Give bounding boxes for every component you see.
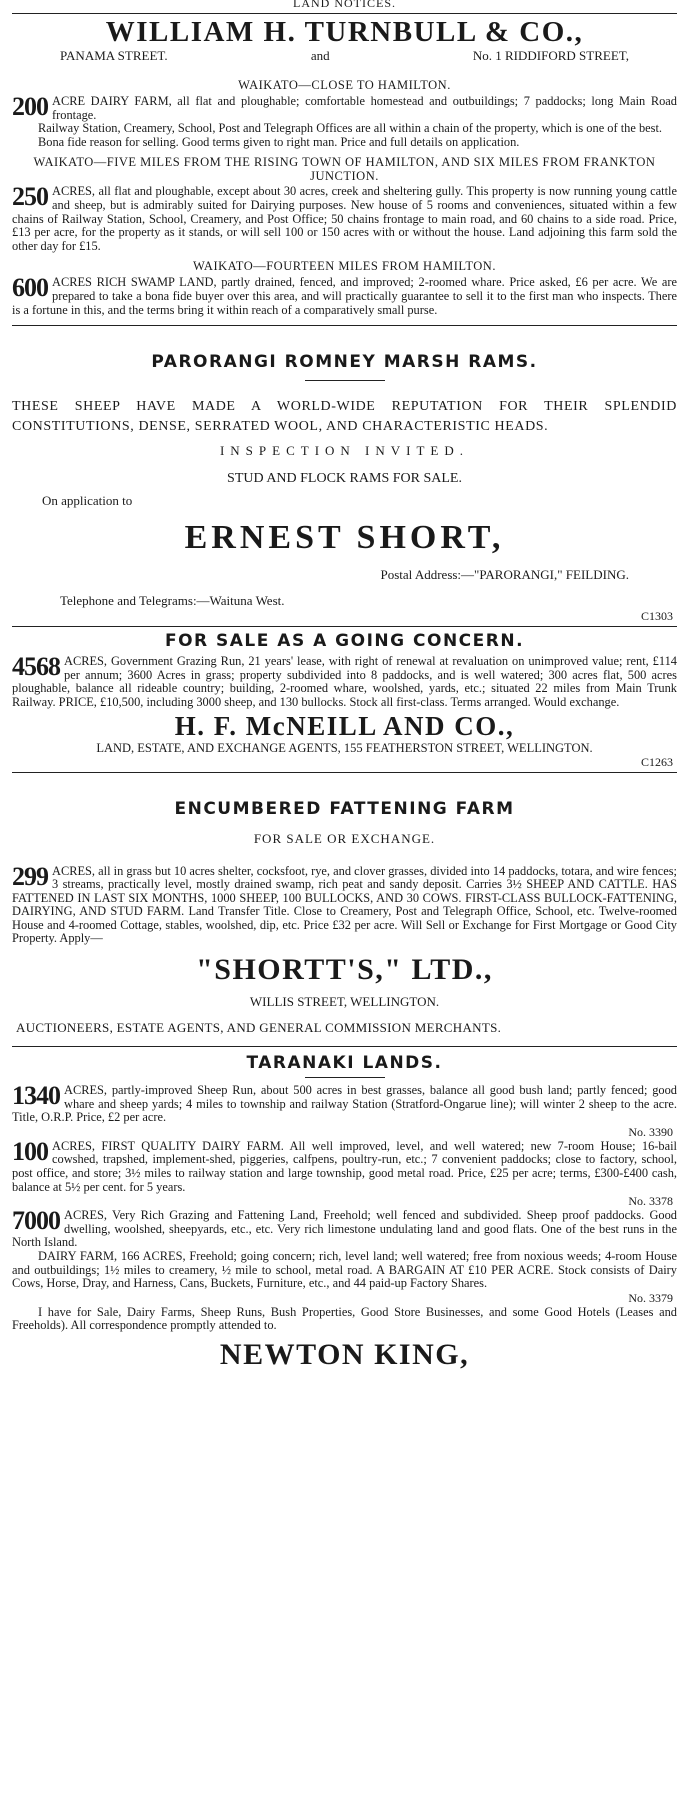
divider [12, 13, 677, 14]
telephone: Telephone and Telegrams:—Waituna West. [60, 593, 285, 609]
divider [12, 1046, 677, 1047]
acreage: 1340 [12, 1081, 60, 1111]
acreage: 200 [12, 92, 48, 121]
listing-text: ACRES, Government Grazing Run, 21 years' lease, with right of renewal at revaluation on unimproved value; rent, £114 per annum; 3600 Acres in grass; property subdivided into 8 paddocks, and is well watered; 300 acres flat, 500 acres ploughable, balance all rideable country; building, 2-roomed whare, woolshed, yards, etc.; situated 22 miles from Main Trunk Railway. PRICE, £10,500, including 3000 sheep, and 130 bullocks. Stock all first-class. Terms arranged. Would exchange. [12, 654, 677, 709]
turnbull-advert [0, 16, 689, 317]
trade-description: AUCTIONEERS, ESTATE AGENTS, AND GENERAL COMMISSION MERCHANTS. [16, 1020, 502, 1036]
listing [0, 1081, 689, 1125]
listing-number: No. 3379 [628, 1290, 673, 1305]
listing-text: DAIRY FARM, 166 ACRES, Freehold; going concern; rich, level land; well watered; free from noxious weeds; 4-room House and outbuildings; 1½ miles to creamery, ½ mile to school, metal road. A BARGAIN AT £10 PER ACRE. Stock consists of Dairy Cows, Horse, Dray, and Harness, Cans, Buckets, Furniture, etc., and 44 paid-up Factory Shares. [12, 1249, 677, 1291]
sale-type: FOR SALE OR EXCHANGE. [253, 830, 436, 846]
ad-code: C1263 [640, 754, 673, 769]
intro: THESE SHEEP HAVE MADE A WORLD-WIDE REPUTATION FOR THEIR SPLENDID CONSTITUTIONS, DENSE, SERRATED WOOL, AND CHARACTERISTIC HEADS. [12, 399, 677, 435]
section-title: FOR SALE AS A GOING CONCERN. [164, 631, 525, 652]
listing [0, 92, 689, 122]
parorangi-advert [0, 352, 689, 624]
firm-street: WILLIS STREET, WELLINGTON. [249, 994, 440, 1010]
section-title: TARANAKI LANDS. [246, 1053, 443, 1074]
section-title: ENCUMBERED FATTENING FARM [174, 798, 515, 819]
listing-text: ACRES, all in grass but 10 acres shelter, cocksfoot, rye, and clover grasses, divided into 14 paddocks, totara, and wire fences; 3 streams, practically level, mostly drained swamp, rich peat and sandy deposit. Carries 3½ SHEEP AND CATTLE. HAS FATTENED IN LAST SIX MONTHS, 1000 SHEEP, 100 BULLOCKS, AND 30 COWS. FIRST-CLASS BULLOCK-FATTENING, DAIRYING, AND STUD FARM. Land Transfer Title. Close to Creamery, Post and Telegraph Office, School, etc. Twelve-roomed House and 4-roomed Cottage, stables, woolshed, dip, etc. Price £32 per acre. Will Sell or Exchange for First Mortgage or Good City Property. Apply— [12, 863, 677, 946]
listing-text: ACRES, FIRST QUALITY DAIRY FARM. All well improved, level, and well watered; new 7-room House; 16-bail cowshed, trapshed, implement-shed, piggeries, calfpens, poultry-run, etc.; 7 convenient paddocks; close to factory, school, post office, and store; 3½ miles to railway station and large township, good metal road. Price, £25 per acre; terms, £300-£400 cash, balance at 5½ per cent. for 5 years. [12, 1138, 677, 1194]
acreage: 4568 [12, 652, 60, 682]
going-concern-advert [0, 631, 689, 769]
listing [0, 1206, 689, 1250]
listing-text: Railway Station, Creamery, School, Post and Telegraph Offices are all within a chain of the property, which is one of the best. [38, 121, 663, 136]
acreage: 250 [12, 182, 48, 212]
divider [12, 626, 677, 627]
listing-number: No. 3390 [628, 1124, 673, 1139]
divider [12, 772, 677, 773]
heading: WAIKATO—FIVE MILES FROM THE RISING TOWN OF HAMILTON, AND SIX MILES FROM FRANKTON JUNCTION. [33, 155, 656, 184]
listing [0, 273, 689, 317]
inspection: INSPECTION INVITED. [219, 443, 470, 459]
acreage: 100 [12, 1136, 48, 1166]
taranaki-advert [0, 1053, 689, 1371]
listing-text: Bona fide reason for selling. Good terms given to right man. Price and full details on application. [38, 134, 520, 149]
closing-note: I have for Sale, Dairy Farms, Sheep Runs, Bush Properties, Good Store Businesses, and some Good Hotels (Leases and Freeholds). All correspondence promptly attended to. [12, 1304, 677, 1333]
heading: WAIKATO—CLOSE TO HAMILTON. [238, 78, 451, 92]
firm-name: "SHORTT'S," LTD., [196, 953, 493, 987]
firm-name: H. F. McNEILL AND CO., [174, 710, 515, 741]
address-left: PANAMA STREET. [60, 48, 168, 63]
listing-text: ACRES RICH SWAMP LAND, partly drained, fenced, and improved; 2-roomed whare. Price asked, £6 per acre. We are prepared to take a bona fide buyer over this area, and will practically guarantee to sell it to the first man who inspects. There is a fortune in this, and the terms bring it within reach of a comparatively small purse. [12, 275, 677, 317]
apply: On application to [42, 493, 133, 509]
agents: LAND, ESTATE, AND EXCHANGE AGENTS, 155 FEATHERSTON STREET, WELLINGTON. [96, 740, 593, 755]
address-right: No. 1 RIDDIFORD STREET, [472, 48, 629, 63]
address-and: and [310, 48, 330, 63]
acreage: 7000 [12, 1206, 60, 1236]
listing [0, 182, 689, 253]
listing-text: ACRE DAIRY FARM, all flat and ploughable; comfortable homestead and outbuildings; 7 paddocks; long Main Road frontage. [52, 94, 677, 122]
divider [305, 380, 385, 381]
listing [0, 861, 689, 947]
listing [0, 652, 689, 709]
ad-code: C1303 [640, 609, 673, 624]
firm-name: NEWTON KING, [219, 1337, 470, 1371]
listing [0, 1136, 689, 1194]
page-header: LAND NOTICES. [293, 0, 396, 10]
firm-name: WILLIAM H. TURNBULL & CO., [105, 16, 584, 48]
section-title: PARORANGI ROMNEY MARSH RAMS. [151, 352, 538, 373]
listing-text: ACRES, all flat and ploughable, except about 30 acres, creek and sheltering gully. This property is now running young cattle and sheep, but is admirably suited for Dairying purposes. New house of 5 rooms and conveniences, situated within a few chains of Railway Station, School, Creamery, and Post Office; 50 chains frontage to main road, and 60 chains to a side road. Price, £13 per acre, for the property as it stands, or will sell 100 or 150 acres with or without the house. Land adjoining this farm sold the other day for £15. [12, 184, 677, 253]
listing-text: ACRES, partly-improved Sheep Run, about 500 acres in best grasses, balance all good bush land; partly fenced; good whare and sheep yards; 4 miles to township and railway Station (Stratford-Ongarue line); will winter 2 sheep to the acre. Title, O.R.P. Price, £2 per acre. [12, 1083, 677, 1125]
divider [305, 1077, 385, 1078]
listing-text: ACRES, Very Rich Grazing and Fattening Land, Freehold; well fenced and subdivided. Sheep proof paddocks. Good dwelling, woolshed, sheepyards, etc., etc. Very rich limestone undulating land and good flats. One of the best runs in the North Island. [12, 1208, 677, 1250]
heading: WAIKATO—FOURTEEN MILES FROM HAMILTON. [193, 259, 496, 274]
firm-address [0, 48, 689, 64]
listing-number: No. 3378 [628, 1194, 673, 1209]
acreage: 299 [12, 861, 48, 891]
stud-rams: STUD AND FLOCK RAMS FOR SALE. [227, 471, 462, 487]
advertiser-name: ERNEST SHORT, [184, 519, 505, 557]
divider [12, 325, 677, 326]
postal-address: Postal Address:—"PARORANGI," FEILDING. [380, 567, 629, 583]
encumbered-advert [0, 799, 689, 1037]
acreage: 600 [12, 273, 48, 303]
